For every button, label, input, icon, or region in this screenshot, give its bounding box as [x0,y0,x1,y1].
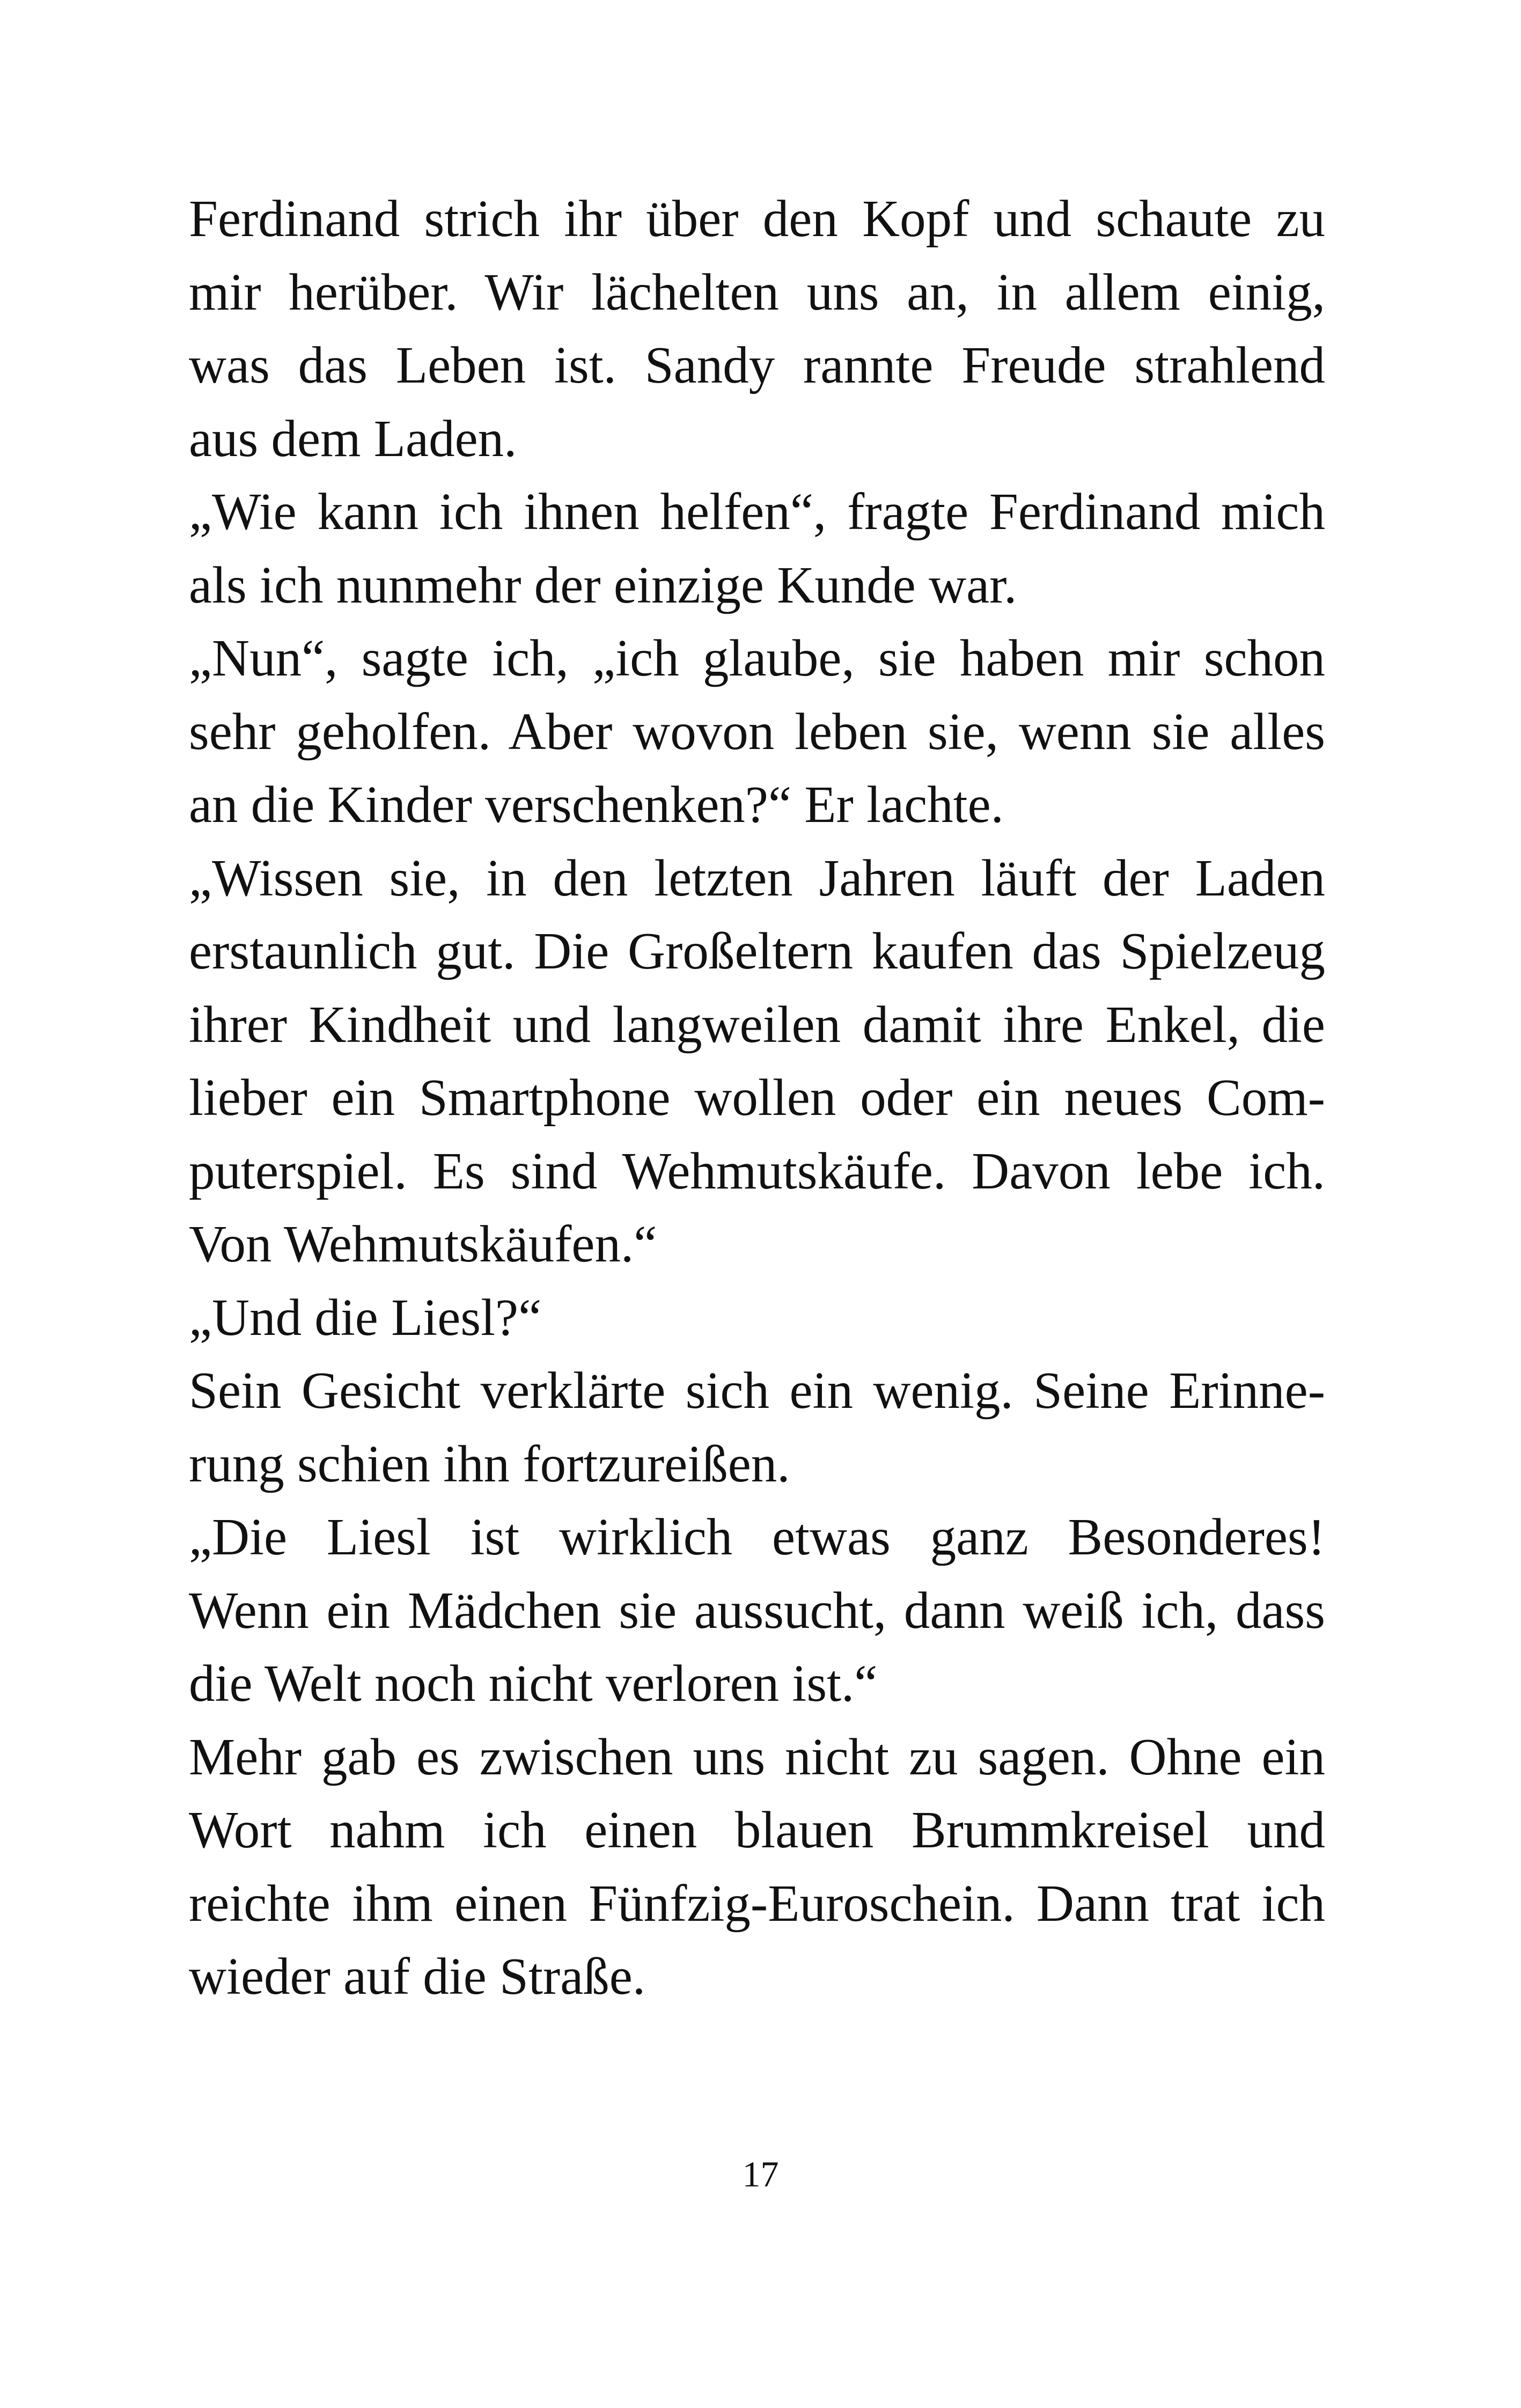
text-line: an die Kinder verschenken?“ Er lachte. [189,776,1004,833]
text-line: „Die Liesl ist wirklich etwas ganz Besonderes! [189,1508,1325,1566]
text-line: sehr geholfen. Aber wovon leben sie, wenn sie alles [189,702,1325,760]
text-line: lieber ein Smartphone wollen oder ein neues Com- [189,1069,1325,1126]
text-line: Von Wehmutskäufen.“ [189,1215,657,1273]
text-line: ihrer Kindheit und langweilen damit ihre Enkel, die [189,995,1325,1053]
text-line: Wort nahm ich einen blauen Brummkreisel und [189,1801,1325,1859]
text-line: wieder auf die Straße. [189,1948,646,2005]
text-line: rung schien ihn fortzureißen. [189,1435,790,1493]
text-line: mir herüber. Wir lächelten uns an, in allem einig, [189,263,1325,321]
text-line: die Welt noch nicht verloren ist.“ [189,1655,878,1712]
text-line: aus dem Laden. [189,409,517,467]
text-line: Sein Gesicht verklärte sich ein wenig. Seine Erinne- [189,1362,1325,1419]
text-line: Mehr gab es zwischen uns nicht zu sagen. Ohne ein [189,1728,1325,1786]
text-line: reichte ihm einen Fünfzig-Euroschein. Dann trat ich [189,1874,1325,1932]
body-text [189,182,1325,2014]
text-line: „Und die Liesl?“ [189,1288,542,1346]
text-line: „Wissen sie, in den letzten Jahren läuft der Laden [189,849,1325,907]
text-line: „Nun“, sagte ich, „ich glaube, sie haben mir schon [189,629,1325,687]
page-number: 17 [742,2154,779,2194]
text-line: „Wie kann ich ihnen helfen“, fragte Ferdinand mich [189,483,1325,540]
text-line: erstaunlich gut. Die Großeltern kaufen das Spielzeug [189,922,1325,980]
text-line: Ferdinand strich ihr über den Kopf und schaute zu [189,190,1325,247]
text-line: puterspiel. Es sind Wehmutskäufe. Davon lebe ich. [189,1142,1325,1200]
text-line: Wenn ein Mädchen sie aussucht, dann weiß ich, dass [189,1581,1325,1639]
text-line: als ich nunmehr der einzige Kunde war. [189,556,1017,614]
text-line: was das Leben ist. Sandy rannte Freude strahlend [189,336,1325,394]
